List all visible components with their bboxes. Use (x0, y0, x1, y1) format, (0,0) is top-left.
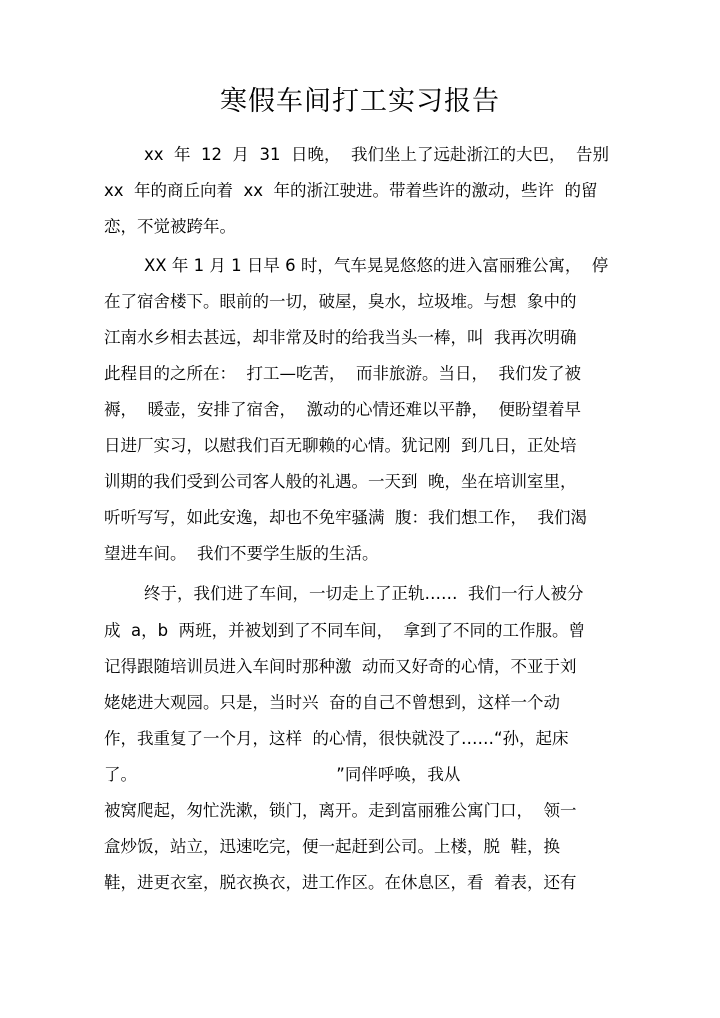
paragraph-line: 江南水乡相去甚远，却非常及时的给我当头一棒，叫 我再次明确 (104, 328, 577, 347)
paragraph-line: 日进厂实习，以慰我们百无聊赖的心情。犹记刚 到几日，正处培 (104, 436, 577, 455)
paragraph-line: xx 年的商丘向着 xx 年的浙江驶进。带着些许的激动，些许 的留 (104, 181, 598, 200)
paragraph-line: 恋，不觉被跨年。 (104, 217, 236, 236)
paragraph-line: 被窝爬起，匆忙洗漱，锁门，离开。走到富丽雅公寓门口， 领一 (104, 801, 577, 820)
paragraph-line: 盒炒饭，站立，迅速吃完，便一起赶到公司。上楼，脱 鞋，换 (104, 837, 560, 856)
document-title: 寒假车间打工实习报告 (220, 86, 500, 117)
paragraph-line: XX 年 1 月 1 日早 6 时，气车晃晃悠悠的进入富丽雅公寓， 停 (144, 256, 609, 275)
paragraph-line: 在了宿舍楼下。眼前的一切，破屋，臭水，垃圾堆。与想 象中的 (104, 292, 577, 311)
paragraph-line: 终于，我们进了车间，一切走上了正轨…… 我们一行人被分 (144, 584, 584, 603)
paragraph-line: 成 a，b 两班，并被划到了不同车间， 拿到了不同的工作服。曾 (104, 621, 586, 640)
paragraph-line: 了。 ”同伴呼唤，我从 (104, 765, 461, 784)
paragraph-line: 鞋，进更衣室，脱衣换衣，进工作区。在休息区，看 着表，还有 (104, 873, 577, 892)
paragraph-line: 训期的我们受到公司客人般的礼遇。一天到 晚，坐在培训室里， (104, 472, 577, 491)
paragraph-line: 记得跟随培训员进入车间时那种激 动而又好奇的心情，不亚于刘 (104, 657, 577, 676)
paragraph-line: xx 年 12 月 31 日晚， 我们坐上了远赴浙江的大巴， 告别 (144, 145, 609, 164)
paragraph-line: 姥姥进大观园。只是，当时兴 奋的自己不曾想到，这样一个动 (104, 693, 560, 712)
paragraph-line: 望进车间。 我们不要学生版的生活。 (104, 544, 379, 563)
paragraph-line: 此程目的之所在： 打工—吃苦， 而非旅游。当日， 我们发了被 (104, 364, 581, 383)
paragraph-line: 听听写写，如此安逸，却也不免牢骚满 腹：我们想工作， 我们渴 (104, 508, 587, 527)
paragraph-line: 作，我重复了一个月，这样 的心情，很快就没了……“孙，起床 (104, 729, 569, 748)
paragraph-line: 褥， 暖壶，安排了宿舍， 激动的心情还难以平静， 便盼望着早 (104, 400, 581, 419)
